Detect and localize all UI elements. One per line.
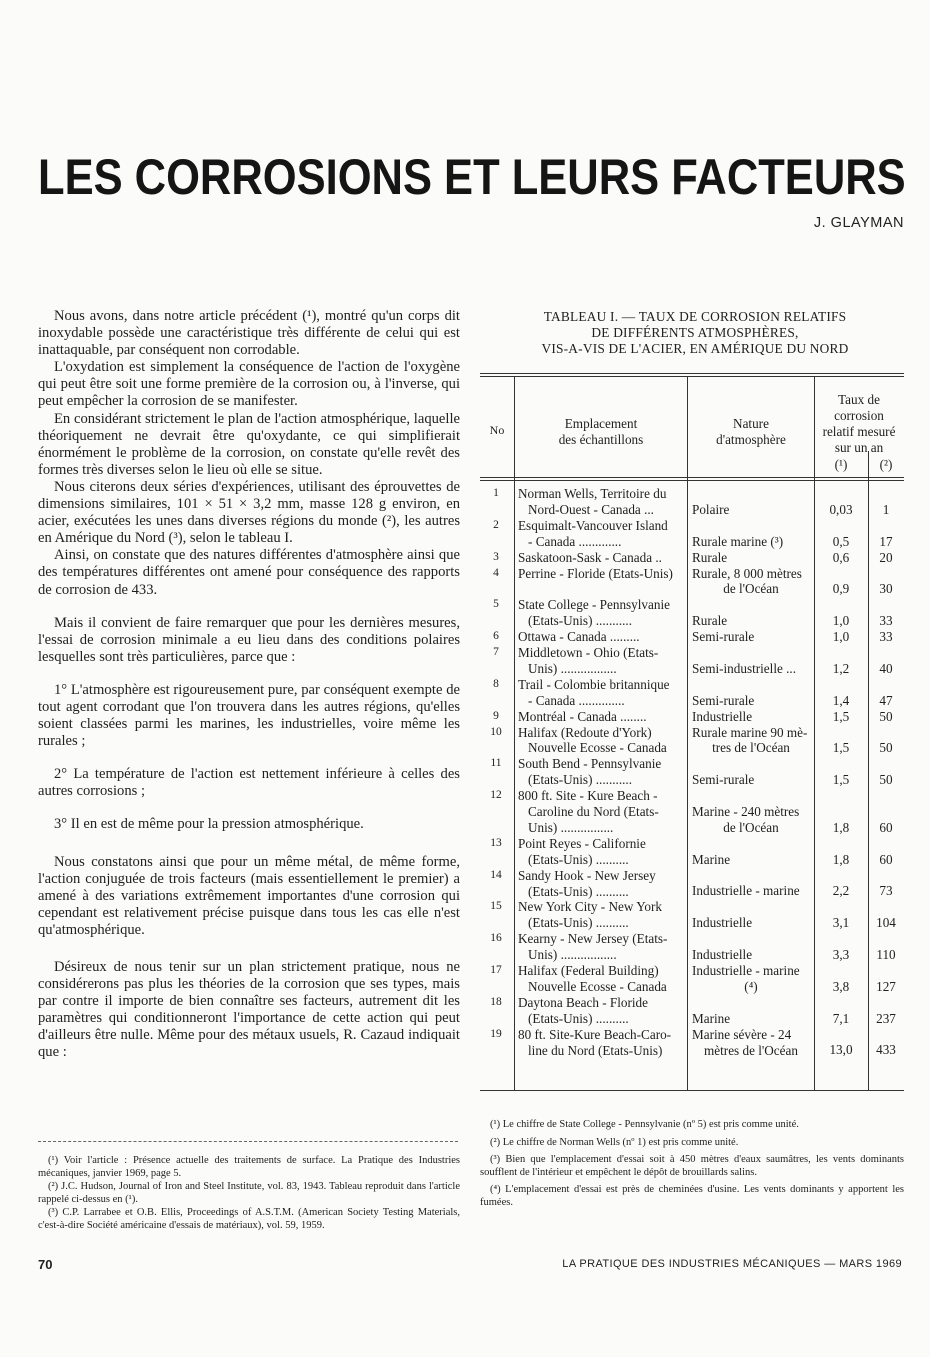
nature-line: Polaire — [692, 501, 730, 517]
row-number: 18 — [490, 995, 502, 1008]
location-line: Saskatoon-Sask - Canada .. — [518, 549, 662, 565]
rate-value-2: 73 — [879, 883, 893, 899]
row-location — [518, 899, 682, 931]
row-number: 3 — [493, 550, 499, 563]
footnote: (¹) Voir l'article : Présence actuelle des traitements de surface. La Pratique des Industries mécaniques, janvier 1969, page 5. — [38, 1155, 460, 1179]
row-nature — [692, 613, 810, 629]
nature-line: Marine - 240 mètres — [692, 803, 800, 819]
rate-value-2: 1 — [882, 501, 890, 517]
body-paragraph: Nous constatons ainsi que pour un même métal, de même forme, l'action conjuguée de trois facteurs (mais essentiellement le premier) a amené à des variations extrêmement importantes d'une corrosion qui cependant est relativement précise puisque dans tous les cas elle n'est qu'atmosphérique. — [38, 853, 460, 938]
rate-value-1: 1,0 — [832, 613, 850, 629]
row-nature — [692, 566, 810, 598]
row-location — [518, 836, 682, 868]
location-line: Norman Wells, Territoire du — [518, 486, 667, 501]
rate-value-2: 110 — [876, 947, 896, 963]
footnote: (⁴) L'emplacement d'essai est près de cheminées d'usine. Les vents dominants y apportent les fumées. — [480, 1184, 904, 1208]
page-number: 70 — [38, 1257, 53, 1272]
location-line: Montréal - Canada ........ — [518, 708, 647, 724]
row-nature — [692, 1027, 810, 1059]
rate-value-1: 2,2 — [832, 883, 850, 899]
row-location — [518, 645, 682, 677]
rate-value-2: 47 — [879, 692, 893, 708]
header-num: No — [489, 423, 505, 437]
row-number: 8 — [493, 677, 499, 690]
rate-value-2: 50 — [879, 740, 893, 756]
rate-value-2: 17 — [879, 533, 893, 549]
row-nature — [692, 693, 810, 709]
table-caption — [505, 309, 885, 358]
location-line: Perrine - Floride (Etats-Unis) — [518, 565, 673, 581]
location-line: Trail - Colombie britannique — [518, 676, 670, 692]
rate-value-1: 3,1 — [832, 915, 850, 931]
rate-value-2: 104 — [876, 915, 896, 931]
rate-value-1: 0,9 — [832, 581, 850, 597]
row-nature — [692, 661, 810, 677]
nature-line: (⁴) — [744, 978, 758, 994]
row-location — [518, 725, 682, 757]
body-paragraph: Nous citerons deux séries d'expériences, utilisant des éprouvettes de dimensions similaires, 101 × 51 × 3,2 mm, masse 128 g environ, en acier, exécutées les unes dans diverses régions du monde (²), les autres en Amérique du Nord (³), selon le tableau I. — [38, 478, 460, 547]
rate-value-1: 7,1 — [832, 1010, 850, 1026]
row-nature — [692, 852, 810, 868]
row-location — [518, 550, 682, 566]
nature-line: Rurale — [692, 549, 728, 565]
caption-line: DE DIFFÉRENTS ATMOSPHÈRES, — [591, 325, 799, 341]
row-number: 15 — [490, 900, 502, 913]
table-bottom-rule — [480, 1090, 904, 1091]
footnote: (³) C.P. Larrabee et O.B. Ellis, Proceedings of A.S.T.M. (American Society Testing Materials, c'est-à-dire Société américaine d'essais de matériaux), vol. 59, 1959. — [38, 1207, 460, 1231]
article-title: LES CORROSIONS ET LEURS FACTEURS — [38, 149, 906, 205]
location-line: Nouvelle Ecosse - Canada — [528, 740, 667, 756]
rate-value-2: 60 — [879, 819, 893, 835]
row-number: 16 — [490, 932, 502, 945]
row-location — [518, 788, 682, 836]
row-nature — [692, 502, 810, 518]
rate-value-2: 50 — [879, 772, 893, 788]
row-number: 2 — [493, 518, 499, 531]
row-location — [518, 486, 682, 518]
location-line: Point Reyes - Californie — [518, 835, 646, 851]
row-location — [518, 566, 682, 582]
row-nature — [692, 915, 810, 931]
location-line: Kearny - New Jersey (Etats- — [518, 931, 668, 947]
location-line: (Etats-Unis) ........... — [528, 613, 633, 629]
nature-line: de l'Océan — [723, 819, 779, 835]
row-number: 9 — [493, 709, 499, 722]
body-paragraph: Ainsi, on constate que des natures différentes d'atmosphère ainsi que des températures différentes ont amené pour conséquence des rapports de corrosion de 433. — [38, 547, 460, 598]
footnote: (¹) Le chiffre de State College - Pennsylvanie (nº 5) est pris comme unité. — [490, 1119, 799, 1130]
location-line: (Etats-Unis) ........... — [528, 772, 633, 788]
row-number: 19 — [490, 1027, 502, 1040]
list-item: 3° Il en est de même pour la pression atmosphérique. — [54, 816, 364, 833]
rate-value-1: 3,3 — [832, 947, 850, 963]
row-nature — [692, 772, 810, 788]
nature-line: Rurale, 8 000 mètres — [692, 565, 802, 581]
rate-value-2: 127 — [876, 978, 896, 994]
nature-line: Marine — [692, 851, 731, 867]
location-line: Ottawa - Canada ......... — [518, 629, 640, 645]
row-location — [518, 756, 682, 788]
body-paragraph: L'oxydation est simplement la conséquence de l'action de l'oxygène qui peut être soit une forme première de la corrosion ou, à l'inverse, qui peut empêcher la corrosion de se manifester. — [38, 359, 460, 410]
nature-line: tres de l'Océan — [712, 740, 790, 756]
rate-value-2: 33 — [879, 613, 893, 629]
location-line: Daytona Beach - Floride — [518, 994, 649, 1010]
location-line: Nouvelle Ecosse - Canada — [528, 978, 667, 994]
rate-value-1: 1,5 — [832, 772, 850, 788]
location-line: (Etats-Unis) .......... — [528, 1010, 629, 1026]
location-line: Halifax (Redoute d'York) — [518, 724, 652, 740]
location-line: Middletown - Ohio (Etats- — [518, 645, 659, 660]
rate-value-1: 1,8 — [832, 819, 850, 835]
rate-value-1: 3,8 — [832, 978, 850, 994]
nature-line: Industrielle — [692, 915, 753, 931]
row-location — [518, 868, 682, 900]
rate-value-1: 1,0 — [832, 629, 850, 645]
nature-line: Semi-rurale — [692, 772, 755, 788]
row-location — [518, 931, 682, 963]
row-nature — [692, 725, 810, 757]
rate-value-1: 1,8 — [832, 851, 850, 867]
running-footer: LA PRATIQUE DES INDUSTRIES MÉCANIQUES — MARS 1969 — [562, 1258, 902, 1270]
location-line: Caroline du Nord (Etats- — [528, 804, 659, 819]
rate-value-1: 0,03 — [829, 501, 853, 517]
body-paragraph: Désireux de nous tenir sur un plan strictement pratique, nous ne considérerons pas plus les théories de la corrosion que ses types, mais par contre il importe de bien connaître ses facteurs, autrement dit les paramètres qui conditionneront l'importance de cette action qui peut d'ailleurs être nulle. Même pour des métaux usuels, R. Cazaud indiquait que : — [38, 959, 460, 1061]
location-line: - Canada .............. — [528, 692, 625, 708]
row-number: 5 — [493, 598, 499, 611]
row-location — [518, 1027, 682, 1059]
row-nature — [692, 534, 810, 550]
left-footnotes — [38, 1155, 460, 1234]
row-number: 7 — [493, 646, 499, 658]
row-number: 17 — [490, 964, 502, 976]
location-line: - Canada ............. — [528, 533, 622, 549]
location-line: (Etats-Unis) .......... — [528, 883, 629, 899]
location-line: Unis) ................. — [528, 660, 617, 676]
row-number: 14 — [490, 868, 502, 881]
rate-value-1: 13,0 — [829, 1042, 853, 1058]
nature-line: Industrielle - marine — [692, 963, 800, 978]
table-footnotes — [480, 1119, 904, 1215]
row-nature — [692, 629, 810, 645]
row-nature — [692, 550, 810, 566]
nature-line: Marine sévère - 24 — [692, 1026, 792, 1042]
nature-line: Industrielle — [692, 947, 753, 963]
rate-value-1: 1,4 — [832, 692, 850, 708]
location-line: 800 ft. Site - Kure Beach - — [518, 788, 658, 804]
row-location — [518, 597, 682, 629]
row-nature — [692, 963, 810, 995]
rate-value-2: 33 — [879, 629, 893, 645]
location-line: Halifax (Federal Building) — [518, 963, 659, 978]
location-line: New York City - New York — [518, 899, 662, 915]
header-location: Emplacement des échantillons — [558, 416, 644, 447]
rate-value-2: 60 — [879, 851, 893, 867]
row-number: 11 — [490, 757, 502, 770]
nature-line: Semi-industrielle ... — [692, 660, 797, 676]
row-location — [518, 629, 682, 645]
location-line: Unis) ................ — [528, 819, 614, 835]
row-number: 1 — [493, 487, 499, 499]
location-line: Nord-Ouest - Canada ... — [528, 501, 654, 517]
list-item: 1° L'atmosphère est rigoureusement pure, par conséquent exempte de tout agent corrodant que l'on trouvera dans les autres régions, qu'elles soient classées parmi les marines, les industrielles, voire même les rurales ; — [38, 681, 460, 750]
nature-line: Rurale marine (³) — [692, 533, 784, 549]
nature-line: mètres de l'Océan — [704, 1042, 798, 1058]
rate-value-2: 237 — [876, 1010, 896, 1026]
column-divider — [687, 376, 688, 1090]
row-number: 4 — [493, 566, 499, 579]
location-line: Esquimalt-Vancouver Island — [518, 517, 668, 533]
nature-line: Industrielle — [692, 708, 753, 724]
nature-line: Semi-rurale — [692, 629, 755, 645]
rate-value-1: 1,2 — [832, 660, 850, 676]
location-line: State College - Pennsylvanie — [518, 597, 670, 613]
body-paragraph: Mais il convient de faire remarquer que pour les dernières mesures, l'essai de corrosion minimale a eu lieu dans des conditions polaires lesquelles sont très particulières, parce que : — [38, 614, 460, 665]
row-nature — [692, 947, 810, 963]
row-location — [518, 709, 682, 725]
table-top-rule — [480, 376, 904, 377]
nature-line: Rurale marine 90 mè- — [692, 724, 808, 740]
row-location — [518, 518, 682, 550]
location-line: 80 ft. Site-Kure Beach-Caro- — [518, 1026, 672, 1042]
row-nature — [692, 804, 810, 836]
footnote-divider — [38, 1141, 458, 1142]
list-item: 2° La température de l'action est nettement inférieure à celles des autres corrosions ; — [38, 766, 460, 800]
row-number: 13 — [490, 836, 502, 849]
rate-value-2: 40 — [879, 660, 893, 676]
table-header-rule — [480, 480, 904, 481]
rate-value-2: 20 — [879, 549, 893, 565]
rate-value-1: 0,5 — [832, 533, 850, 549]
nature-line: Rurale — [692, 613, 728, 629]
body-paragraph: En considérant strictement le plan de l'action atmosphérique, laquelle théoriquement ne devrait être qu'oxydante, ce qui simplifierait énormément le problème de la corrosion, on constate qu'elle revêt des formes très diverses selon le lieu où elle se situe. — [38, 410, 460, 478]
location-line: (Etats-Unis) .......... — [528, 851, 629, 867]
nature-line: Marine — [692, 1010, 731, 1026]
caption-line: TABLEAU I. — TAUX DE CORROSION RELATIFS — [543, 309, 847, 324]
author-name: J. GLAYMAN — [813, 215, 904, 231]
rate-value-1: 1,5 — [832, 740, 850, 756]
nature-line: Semi-rurale — [692, 692, 755, 708]
header-sub-2: (²) — [879, 457, 893, 472]
table-top-rule — [480, 373, 904, 374]
footnote: (²) J.C. Hudson, Journal of Iron and Steel Institute, vol. 83, 1943. Tableau reproduit dans l'article rappelé ci-dessus en (¹). — [38, 1181, 460, 1205]
location-line: (Etats-Unis) .......... — [528, 915, 629, 931]
location-line: Unis) ................. — [528, 947, 617, 963]
row-nature — [692, 883, 810, 899]
row-location — [518, 963, 682, 995]
table-header-rule — [480, 477, 904, 478]
nature-line: Industrielle - marine — [692, 883, 800, 899]
row-number: 10 — [490, 725, 502, 738]
row-number: 12 — [490, 789, 502, 802]
row-location — [518, 677, 682, 709]
row-nature — [692, 709, 810, 725]
header-sub-1: (¹) — [834, 457, 848, 472]
article-body — [38, 308, 460, 1062]
location-line: Sandy Hook - New Jersey — [518, 867, 656, 883]
location-line: line du Nord (Etats-Unis) — [528, 1042, 663, 1058]
rate-value-2: 433 — [876, 1042, 896, 1058]
body-paragraph: Nous avons, dans notre article précédent (¹), montré qu'un corps dit inoxydable possède une caractéristique très différente de celui qui est inattaquable, par conséquent non corrodable. — [38, 308, 460, 359]
row-location — [518, 995, 682, 1027]
footnote: (³) Bien que l'emplacement d'essai soit à 450 mètres d'eaux saumâtres, les vents dominants soufflent de l'intérieur et empêchent le dépôt de brouillards salins. — [480, 1154, 904, 1178]
row-number: 6 — [493, 630, 499, 643]
header-rate: Taux de corrosion relatif mesuré sur un an — [822, 392, 896, 455]
location-line: South Bend - Pennsylvanie — [518, 756, 662, 772]
row-nature — [692, 1011, 810, 1027]
footnote: (²) Le chiffre de Norman Wells (nº 1) est pris comme unité. — [490, 1136, 739, 1148]
caption-line: VIS-A-VIS DE L'ACIER, EN AMÉRIQUE DU NORD — [541, 341, 849, 357]
column-divider — [514, 376, 515, 1090]
rate-value-2: 50 — [879, 708, 893, 724]
nature-line: de l'Océan — [723, 581, 779, 597]
rate-value-1: 0,6 — [832, 549, 850, 565]
rate-value-2: 30 — [879, 581, 893, 597]
rate-value-1: 1,5 — [832, 708, 850, 724]
header-nature: Nature d'atmosphère — [716, 416, 786, 447]
